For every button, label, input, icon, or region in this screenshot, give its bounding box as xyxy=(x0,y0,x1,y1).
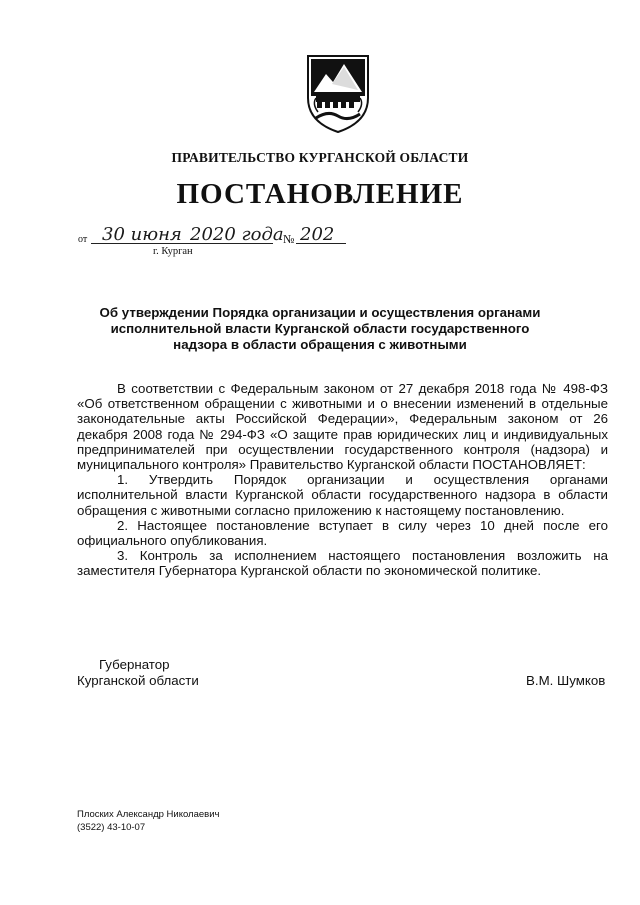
government-name: ПРАВИТЕЛЬСТВО КУРГАНСКОЙ ОБЛАСТИ xyxy=(171,150,469,165)
executor-phone: (3522) 43-10-07 xyxy=(77,822,146,833)
date-year: 2020 года xyxy=(190,224,284,245)
date-day-month: 30 июня xyxy=(102,224,182,245)
clause-2-paragraph: 2. Настоящее постановление вступает в силу через 10 дней после его официального опубликования. xyxy=(77,517,608,549)
document-type-title: ПОСТАНОВЛЕНИЕ xyxy=(176,178,464,210)
executor-info xyxy=(77,808,219,834)
clause-1-paragraph: 1. Утвердить Порядок организации и осуществления органами исполнительной власти Курганской области государственного надзора в области обращения с животными согласно приложению к настоящему постановлению. xyxy=(77,472,608,518)
clause-3-paragraph: 3. Контроль за исполнением настоящего постановления возложить на заместителя Губернатора Курганской области по экономической политике. xyxy=(77,548,608,579)
preamble-paragraph: В соответствии с Федеральным законом от 27 декабря 2018 года № 498-ФЗ «Об ответственном обращении с животными и о внесении изменений в отдельные законодательные акты Российской Федерации», Федеральным законом от 26 декабря 2008 года № 294-ФЗ «О защите прав юридических лиц и индивидуальных предпринимателей при осуществлении государственного контроля (надзора) и муниципального контроля» Правительство Курганской области ПОСТАНОВЛЯЕТ: xyxy=(77,381,608,473)
city: г. Курган xyxy=(153,246,193,257)
signatory-name: В.М. Шумков xyxy=(526,673,606,688)
signatory-title xyxy=(77,657,199,689)
signatory-title-line1: Губернатор xyxy=(99,657,170,672)
document-body xyxy=(77,381,608,579)
document-number: 202 xyxy=(300,224,335,245)
signatory-title-line2: Курганской области xyxy=(77,673,199,688)
coat-of-arms-icon xyxy=(302,52,374,136)
document-subject: Об утверждении Порядка организации и осуществления органами исполнительной власти Курганской области государственного надзора в области обращения с животными xyxy=(99,305,541,352)
executor-name: Плоских Александр Николаевич xyxy=(77,809,220,820)
number-label: № xyxy=(283,232,295,246)
date-number-line xyxy=(78,224,398,264)
date-prefix: от xyxy=(78,234,88,245)
